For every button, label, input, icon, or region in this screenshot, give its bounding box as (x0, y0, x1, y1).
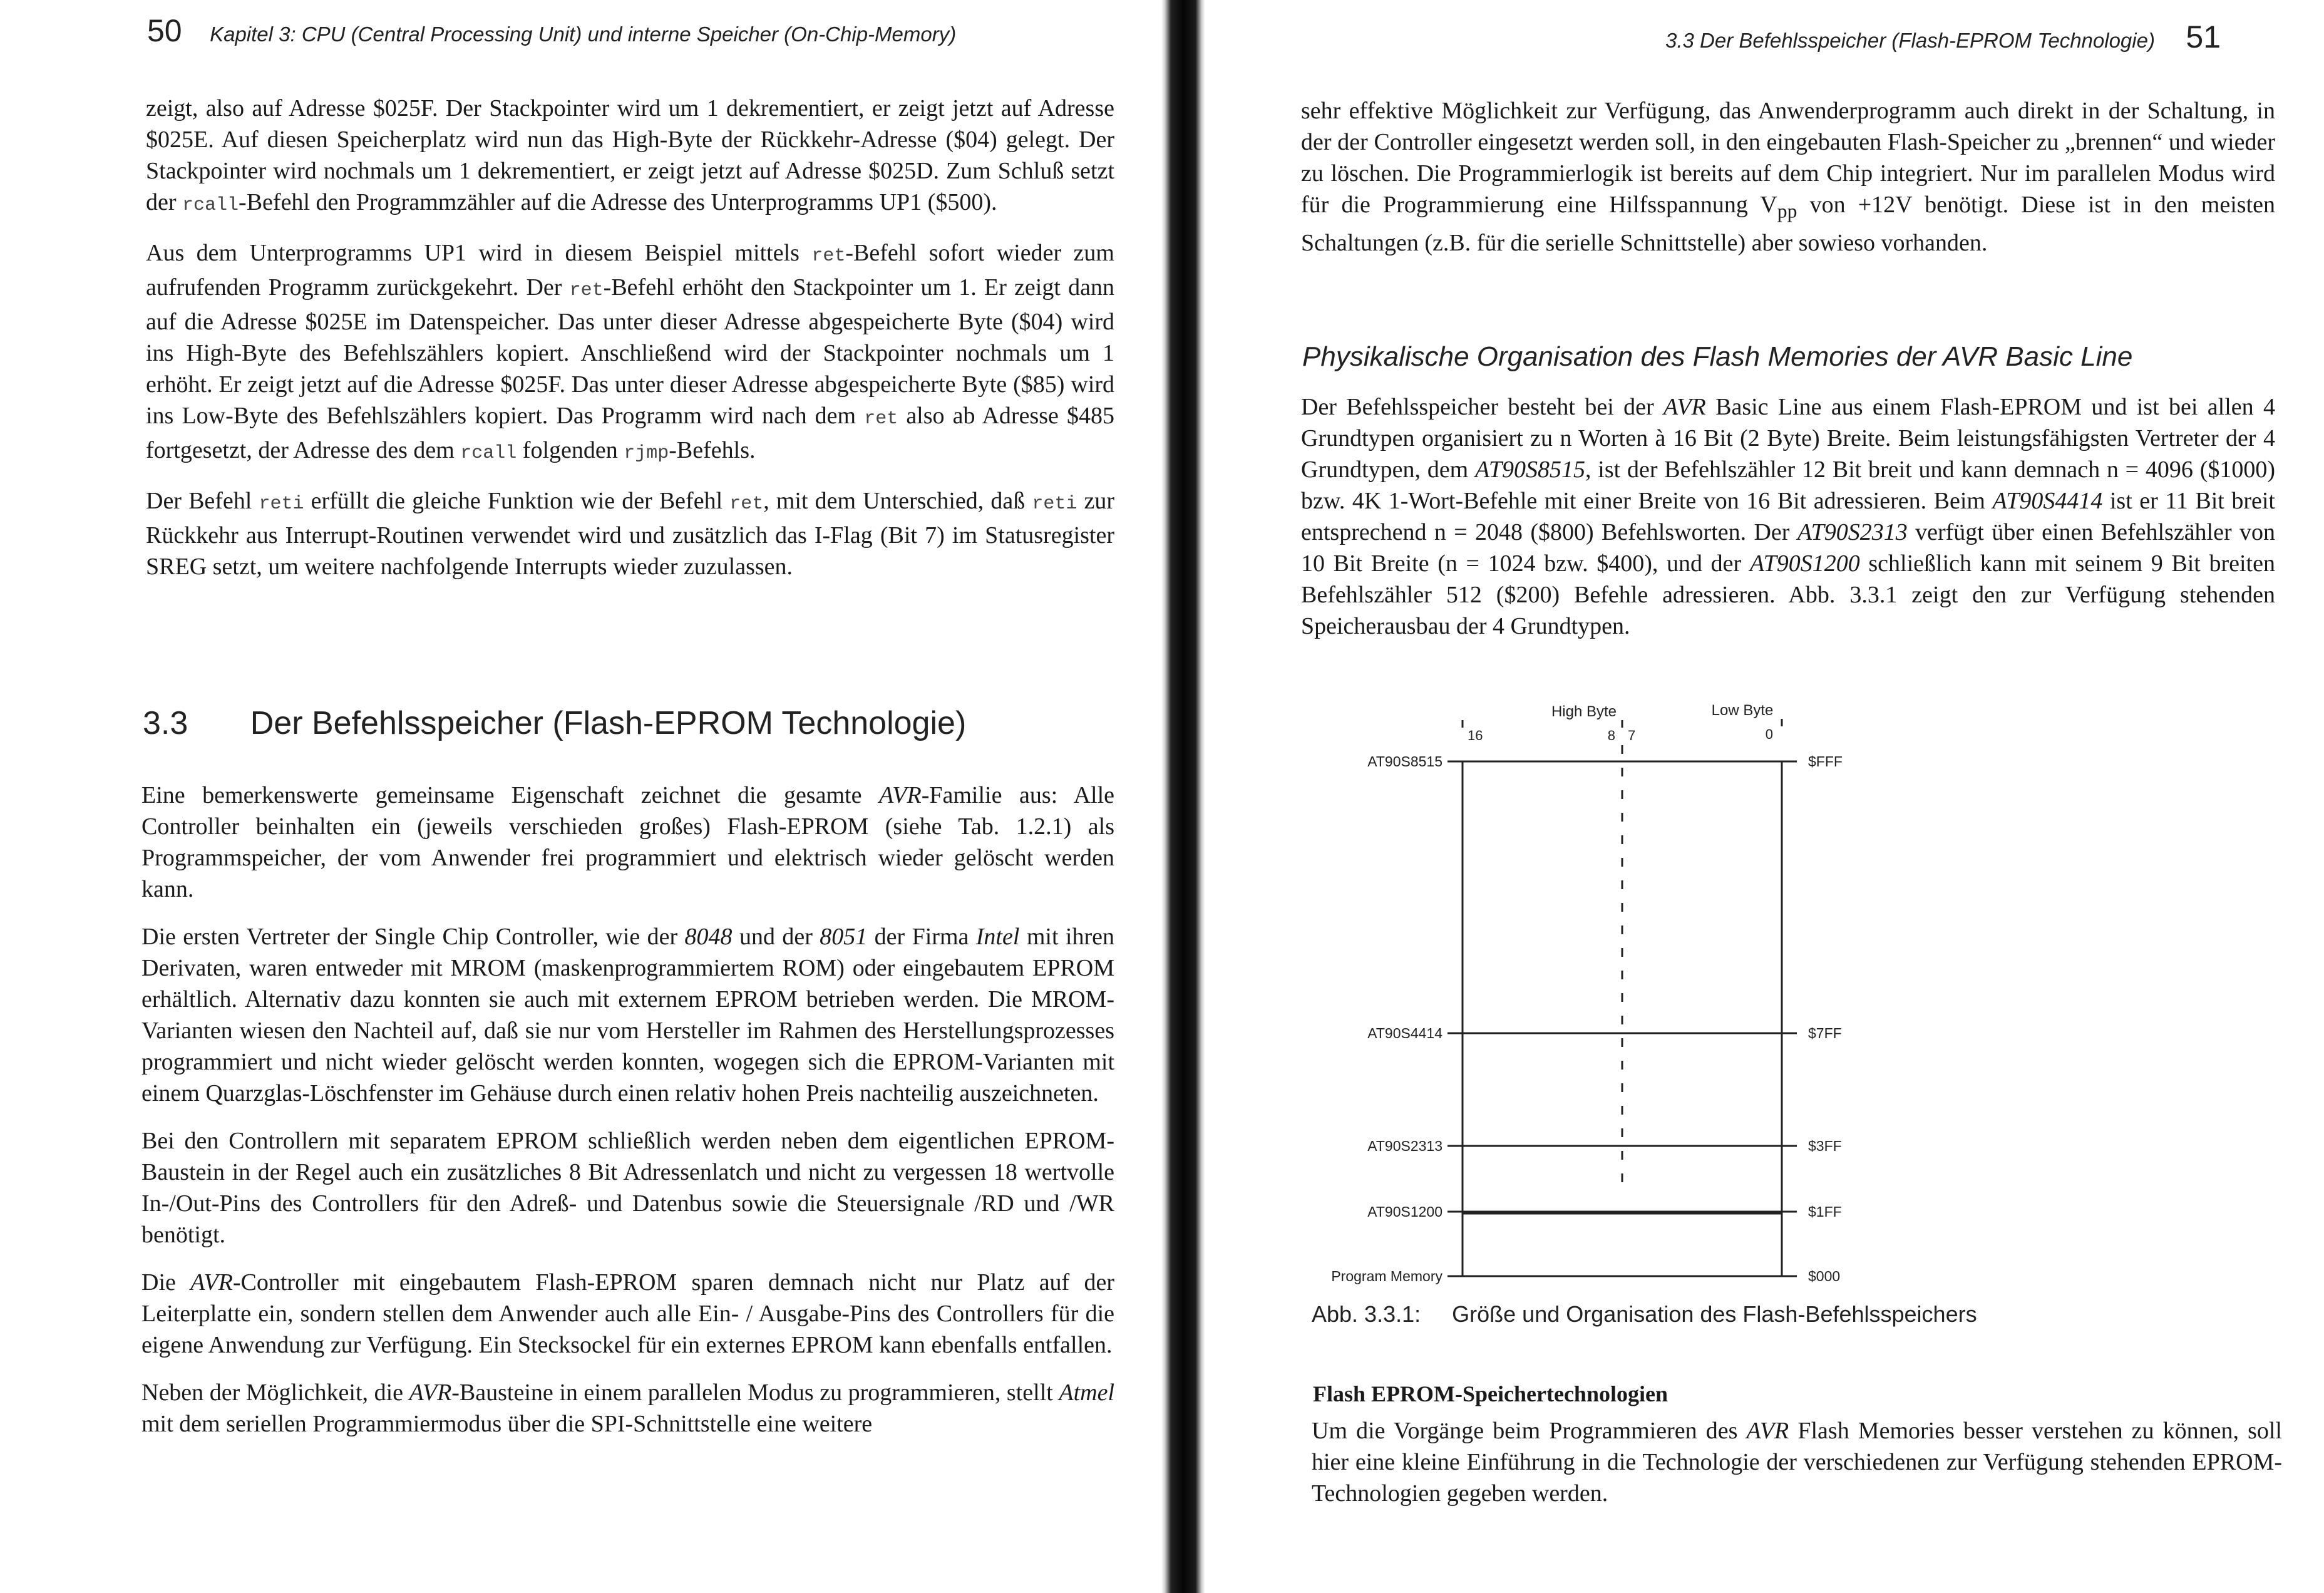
low-byte-label: Low Byte (1711, 702, 1774, 719)
paragraph: sehr effektive Möglichkeit zur Verfügung, das Anwenderprogramm auch direkt in der Schaltung, in der der Controller eingesetzt werden soll, in den eingebauten Flash-Speicher zu „brennen“ und wieder zu löschen. Die Programmierlogik ist bereits auf dem Chip integriert. Nur im parallelen Modus wird für die Programmierung eine Hilfsspannung $V_{pp}$ von +12V benötigt. Diese ist in den meisten Schaltungen (z.B. für die serielle Schnittstelle) aber sowieso vorhanden. (1301, 98, 2275, 256)
address-label: $3FF (1808, 1138, 1842, 1154)
device-label: Program Memory (1331, 1268, 1442, 1284)
figure-caption-text: Größe und Organisation des Flash-Befehlsspeichers (1452, 1301, 1977, 1327)
left-body-top (146, 93, 1114, 599)
code-keyword: ret (864, 408, 898, 430)
paragraph: zeigt, also auf Adresse $025F. Der Stackpointer wird um 1 dekrementiert, er zeigt jetzt auf Adresse $025E. Auf diesen Speicherplatz wird nun das High-Byte der Rückkehr-Adresse ($04) gelegt. Der Stackpointer wird nochmals um 1 dekrementiert, er zeigt jetzt auf Adresse $025D. Zum Schluß setzt der rcall-Befehl den Programmzähler auf die Adresse des Unterprogramms UP1 ($500). (146, 95, 1114, 216)
italic-term: AT90S4414 (1992, 488, 2103, 514)
left-header (147, 13, 956, 49)
italic-term: AVR (1746, 1418, 1789, 1444)
left-page (0, 0, 1158, 1593)
right-body-bottom (1312, 1415, 2282, 1525)
italic-term: Intel (975, 924, 1020, 950)
bit-8-label: 8 (1607, 728, 1615, 743)
left-body-bottom (141, 780, 1114, 1456)
subsection-title: Physikalische Organisation des Flash Memories der AVR Basic Line (1302, 341, 2133, 372)
bit-16-label: 16 (1468, 728, 1483, 743)
address-label: $FFF (1808, 753, 1843, 770)
right-body-top (1301, 95, 2275, 275)
row-program-memory (1331, 1212, 1840, 1284)
high-byte-label: High Byte (1551, 703, 1617, 720)
right-header (1665, 19, 2221, 55)
device-label: AT90S1200 (1367, 1204, 1442, 1220)
section-title: Der Befehlsspeicher (Flash-EPROM Technologie) (250, 705, 967, 741)
figure-caption (1312, 1301, 1977, 1328)
device-label: AT90S8515 (1367, 753, 1442, 770)
right-body-middle (1301, 391, 2275, 658)
paragraph: Der Befehlsspeicher besteht bei der AVR Basic Line aus einem Flash-EPROM und ist bei allen 4 Grundtypen organisiert zu n Worten à 16 Bit (2 Byte) Breite. Beim leistungsfähigsten Vertreter der 4 Grundtypen, dem AT90S8515, ist der Befehlszähler 12 Bit breit und kann demnach n = 4096 ($1000) bzw. 4K 1-Wort-Befehle mit einer Breite von 16 Bit adressieren. Beim AT90S4414 ist er 11 Bit breit entsprechend n = 2048 ($800) Befehlsworten. Der AT90S2313 verfügt über einen Befehlszähler von 10 Bit Breite (n = 1024 bzw. $400), und der AT90S1200 schließlich kann mit seinem 9 Bit breiten Befehlszähler 512 ($200) Befehle adressieren. Abb. 3.3.1 zeigt den zur Verfügung stehenden Speicherausbau der 4 Grundtypen. (1301, 394, 2276, 639)
address-label: $000 (1808, 1268, 1841, 1284)
italic-term: AT90S1200 (1749, 550, 1860, 577)
paragraph: Um die Vorgänge beim Programmieren des AVR Flash Memories besser verstehen zu können, soll hier eine kleine Einführung in die Technologie der verschiedenen zur Verfügung stehenden EPROM-Technologien gegeben werden. (1312, 1418, 2282, 1507)
paragraph: Bei den Controllern mit separatem EPROM schließlich werden neben dem eigentlichen EPROM-Baustein in der Regel auch ein zusätzliches 8 Bit Adressenlatch und nicht zu vergessen 18 wertvolle In-/Out-Pins des Controllers für den Adreß- und Datenbus sowie die Steuersignale /RD und /WR benötigt. (141, 1128, 1114, 1248)
section-number: 3.3 (143, 705, 188, 741)
code-keyword: reti (1032, 493, 1077, 515)
section-heading (143, 704, 966, 742)
italic-term: AT90S2313 (1797, 519, 1908, 545)
row-at90s8515 (1367, 753, 1843, 770)
code-keyword: ret (729, 493, 764, 515)
paragraph: Die AVR-Controller mit eingebautem Flash-EPROM sparen demnach nicht nur Platz auf der Leiterplatte ein, sondern stellen dem Anwender auch alle Ein- / Ausgabe-Pins des Controllers für die eigene Anwendung zur Verfügung. Ein Stecksockel für ein externes EPROM kann ebenfalls entfallen. (141, 1269, 1114, 1358)
subscript: pp (1777, 200, 1797, 222)
row-at90s1200 (1367, 1204, 1841, 1220)
italic-term: 8051 (820, 924, 868, 950)
paragraph: Die ersten Vertreter der Single Chip Controller, wie der 8048 und der 8051 der Firma Intel mit ihren Derivaten, waren entweder mit MROM (maskenprogrammiertem ROM) oder eingebautem EPROM erhältlich. Alternativ dazu konnten sie auch mit externem EPROM betrieben werden. Die MROM-Varianten wiesen den Nachteil auf, daß sie nur vom Hersteller im Rahmen des Herstellungsprozesses programmiert und nicht wieder gelöscht werden konnten, wogegen sich die EPROM-Varianten mit einem Quarzglas-Löschfenster im Gehäuse durch einen relativ hohen Preis nachteilig auszeichneten. (141, 924, 1114, 1106)
address-label: $7FF (1808, 1025, 1842, 1041)
bold-subheading: Flash EPROM-Speichertechnologien (1313, 1381, 1668, 1406)
bit-7-label: 7 (1628, 728, 1636, 743)
italic-term: AVR (409, 1379, 452, 1406)
code-keyword: reti (259, 493, 304, 515)
right-running-title: 3.3 Der Befehlsspeicher (Flash-EPROM Technologie) (1665, 29, 2155, 52)
code-keyword: ret (811, 245, 846, 267)
paragraph: Neben der Möglichkeit, die AVR-Bausteine in einem parallelen Modus zu programmieren, stellt Atmel mit dem seriellen Programmiermodus über die SPI-Schnittstelle eine weitere (141, 1379, 1114, 1437)
italic-term: 8048 (684, 924, 733, 950)
book-spine-shadow (1161, 0, 1205, 1593)
italic-term: AVR (190, 1269, 233, 1296)
code-keyword: ret (569, 280, 604, 301)
row-at90s2313 (1367, 1138, 1841, 1154)
code-keyword: rjmp (624, 443, 669, 464)
italic-term: Atmel (1059, 1379, 1114, 1406)
address-label: $1FF (1808, 1204, 1842, 1220)
flash-memory-diagram (1302, 701, 2241, 1302)
italic-term: AT90S8515 (1475, 456, 1585, 483)
paragraph: Eine bemerkenswerte gemeinsame Eigenschaft zeichnet die gesamte AVR-Familie aus: Alle Controller beinhalten ein (jeweils verschieden großes) Flash-EPROM (siehe Tab. 1.2.1) als Programmspeicher, der vom Anwender frei programmiert und elektrisch wieder gelöscht werden kann. (141, 782, 1115, 902)
paragraph: Der Befehl reti erfüllt die gleiche Funktion wie der Befehl ret, mit dem Unterschied, daß reti zur Rückkehr aus Interrupt-Routinen verwendet wird und zusätzlich das I-Flag (Bit 7) im Statusregister SREG setzt, um weitere nachfolgende Interrupts wieder zuzulassen. (146, 488, 1114, 580)
device-label: AT90S4414 (1367, 1025, 1442, 1041)
figure-caption-number: Abb. 3.3.1: (1312, 1301, 1421, 1327)
code-keyword: rcall (182, 195, 239, 216)
right-page-number: 51 (2186, 19, 2221, 54)
italic-term: AVR (878, 782, 922, 808)
left-page-number: 50 (147, 13, 182, 48)
bit-0-label: 0 (1765, 726, 1773, 742)
left-running-title: Kapitel 3: CPU (Central Processing Unit) und interne Speicher (On-Chip-Memory) (210, 23, 957, 46)
device-label: AT90S2313 (1367, 1138, 1442, 1154)
right-page (1208, 0, 2324, 1593)
code-keyword: rcall (460, 443, 517, 464)
row-at90s4414 (1367, 1025, 1841, 1041)
italic-term: AVR (1663, 394, 1706, 420)
paragraph: Aus dem Unterprogramms UP1 wird in diesem Beispiel mittels ret-Befehl sofort wieder zum aufrufenden Programm zurückgekehrt. Der ret-Befehl erhöht den Stackpointer um 1. Er zeigt dann auf die Adresse $025E im Datenspeicher. Das unter dieser Adresse abgespeicherte Byte ($04) wird ins High-Byte des Befehlszählers kopiert. Anschließend wird der Stackpointer nochmals um 1 erhöht. Er zeigt jetzt auf die Adresse $025F. Das unter dieser Adresse abgespeicherte Byte ($85) wird ins Low-Byte des Befehlszählers kopiert. Das Programm wird nach dem ret also ab Adresse $485 fortgesetzt, der Adresse des dem rcall folgenden rjmp-Befehls. (146, 240, 1114, 464)
